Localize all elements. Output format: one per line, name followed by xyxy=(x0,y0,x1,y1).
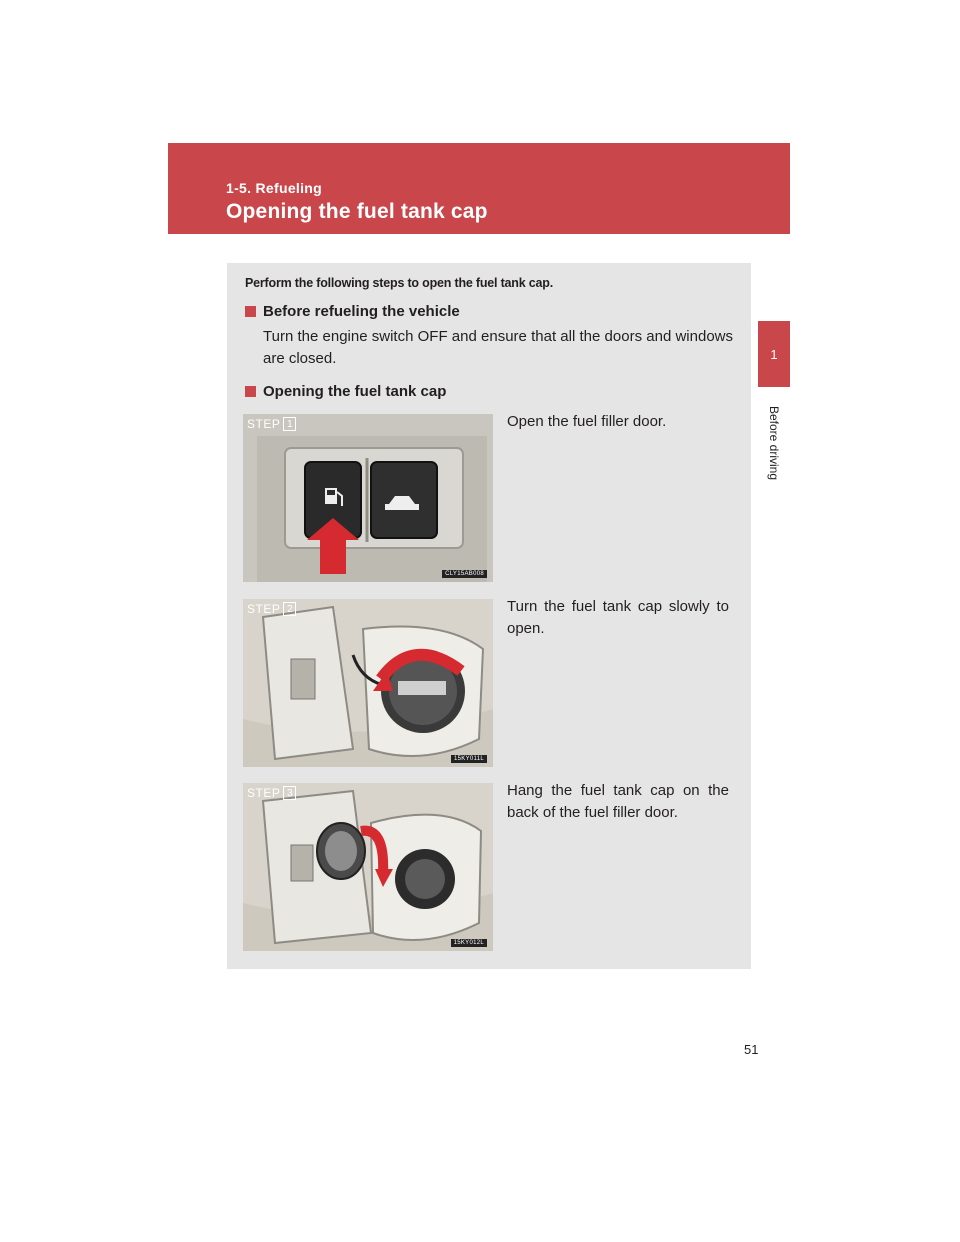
section-label: 1-5. Refueling xyxy=(226,180,322,196)
fuel-cap-turning-illustration xyxy=(243,599,493,767)
step-3-text: Hang the fuel tank cap on the back of the fuel filler door. xyxy=(507,782,729,821)
step-3-illustration xyxy=(243,783,493,951)
step-1-illustration xyxy=(243,414,493,582)
intro-text: Perform the following steps to open the fuel tank cap. xyxy=(245,276,553,290)
step-number: 3 xyxy=(283,786,296,800)
step-2-illustration xyxy=(243,599,493,767)
chapter-number: 1 xyxy=(770,346,778,362)
fuel-door-opener-switch-illustration xyxy=(243,414,493,582)
step-label: STEP xyxy=(247,417,281,431)
before-refueling-text: Turn the engine switch OFF and ensure that all the doors and windows are closed. xyxy=(263,328,733,367)
step-3-badge xyxy=(245,785,296,801)
page-title: Opening the fuel tank cap xyxy=(226,200,488,223)
subheading-text: Before refueling the vehicle xyxy=(263,303,460,320)
step-2-text: Turn the fuel tank cap slowly to open. xyxy=(507,598,729,637)
step-label: STEP xyxy=(247,602,281,616)
bullet-square-icon xyxy=(245,306,256,317)
step-number: 2 xyxy=(283,602,296,616)
chapter-label xyxy=(760,388,788,498)
image-code: CLY15AB008 xyxy=(442,570,487,578)
image-code: 15KY011L xyxy=(451,755,487,763)
step-2-badge xyxy=(245,601,296,617)
step-1-badge xyxy=(245,416,296,432)
fuel-cap-hanging-illustration xyxy=(243,783,493,951)
subheading-opening-cap xyxy=(245,383,446,400)
step-number: 1 xyxy=(283,417,296,431)
chapter-label-text: Before driving xyxy=(767,405,782,481)
subheading-before-refueling xyxy=(245,303,460,320)
bullet-square-icon xyxy=(245,386,256,397)
page-header xyxy=(168,143,790,234)
subheading-text: Opening the fuel tank cap xyxy=(263,383,447,400)
content-panel xyxy=(227,263,751,969)
step-label: STEP xyxy=(247,786,281,800)
image-code: 15KY012L xyxy=(451,939,487,947)
chapter-tab xyxy=(758,321,790,387)
page-number: 51 xyxy=(744,1042,759,1057)
step-1-text: Open the fuel filler door. xyxy=(507,413,667,430)
